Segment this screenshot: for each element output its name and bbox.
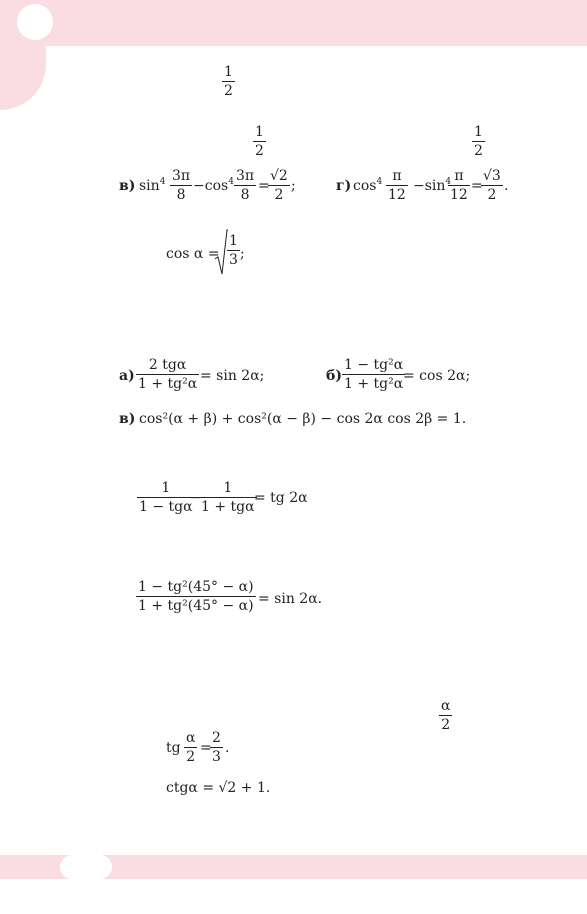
item-label-v: в)	[119, 178, 136, 194]
header-band	[0, 0, 587, 46]
item-label-v2: в)	[119, 411, 136, 427]
sqrt-sign	[214, 229, 228, 277]
fraction-1-3: 1 3	[229, 233, 238, 268]
footer-page-pill	[60, 855, 112, 879]
fraction-1-over-1-minus-tg: 1 1 − tgα	[139, 480, 193, 515]
period-tg-half: .	[225, 740, 230, 756]
fraction-sqrt3-2: √3 2	[483, 168, 501, 203]
semicolon: ;	[291, 178, 296, 194]
fraction-2-3: 2 3	[212, 730, 221, 765]
item-label-a: а)	[119, 368, 135, 384]
fraction-3pi-8-b: 3π 8	[236, 168, 255, 203]
fraction-pi-12-a: π 12	[388, 168, 406, 203]
equals: =	[258, 178, 270, 194]
fraction-alpha-half: α 2	[441, 698, 451, 733]
fraction-45deg: 1 − tg²(45° − α) 1 + tg²(45° − α)	[138, 579, 254, 614]
ctg-equation: ctgα = √2 + 1.	[166, 780, 271, 796]
equals-tg-half: =	[200, 740, 212, 756]
fraction-1-over-1-plus-tg: 1 1 + tgα	[201, 480, 255, 515]
tg-label: tg	[166, 740, 181, 756]
rhs-a: = sin 2α;	[200, 368, 265, 384]
rhs-tg2a: = tg 2α	[254, 490, 308, 506]
item-label-g: г)	[336, 178, 352, 194]
semicolon-cos: ;	[240, 246, 245, 262]
item-label-b: б)	[326, 368, 342, 384]
fraction-b: 1 − tg²α 1 + tg²α	[344, 357, 404, 392]
fraction-pi-12-b: π 12	[450, 168, 468, 203]
page-number-circle	[17, 4, 53, 40]
cos-alpha-lhs: cos α =	[166, 246, 220, 262]
sin-term: $\sin^4$	[139, 177, 166, 194]
minus-sin-term: $-\sin^4$	[413, 177, 452, 194]
minus-cos-term: $-\cos^4$	[193, 177, 234, 194]
header-side-curve	[0, 46, 46, 110]
cos-term: $\cos^4$	[353, 177, 383, 194]
rhs-sin2a: = sin 2α.	[258, 591, 323, 607]
rhs-b: = cos 2α;	[403, 368, 471, 384]
fraction-half-2: 1 2	[255, 124, 264, 159]
equals-g: =	[471, 178, 483, 194]
fraction-half-1: 1 2	[224, 64, 233, 99]
fraction-alpha-2: α 2	[186, 730, 196, 765]
fraction-3pi-8-a: 3π 8	[172, 168, 191, 203]
minus-between: −	[190, 490, 202, 506]
fraction-sqrt2-2: √2 2	[270, 168, 288, 203]
period: .	[504, 178, 509, 194]
fraction-a: 2 tgα 1 + tg²α	[138, 357, 198, 392]
identity-v2: cos²(α + β) + cos²(α − β) − cos 2α cos 2β = 1.	[139, 411, 467, 427]
fraction-half-3: 1 2	[474, 124, 483, 159]
